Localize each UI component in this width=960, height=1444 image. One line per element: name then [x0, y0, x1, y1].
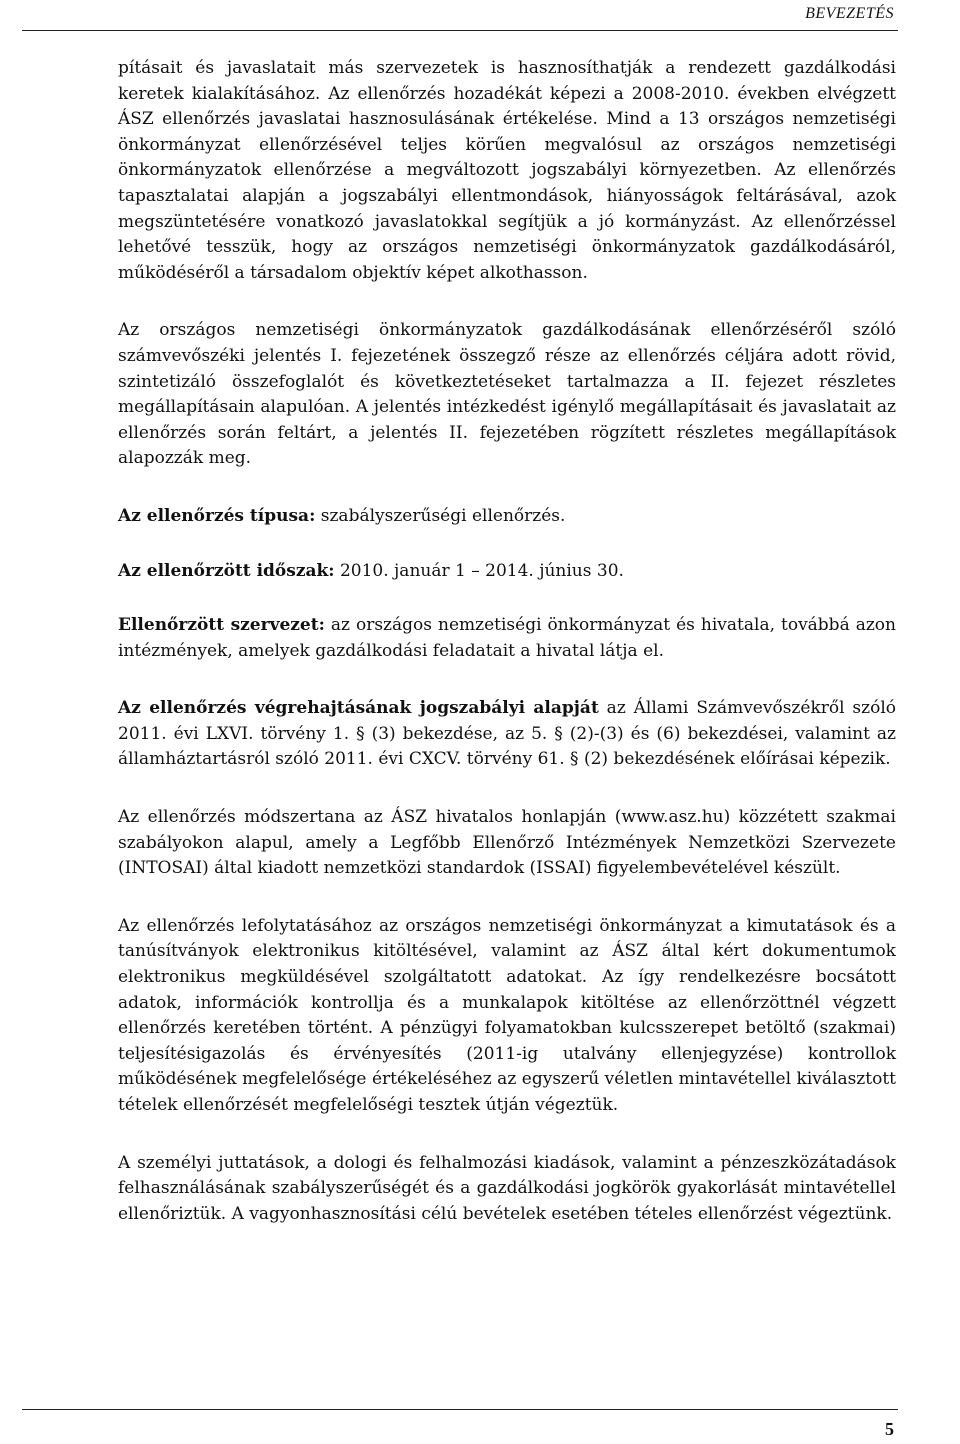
paragraph-audited-organization — [118, 613, 896, 664]
paragraph-audit-type — [118, 504, 896, 530]
paragraph-sampling: A személyi juttatások, a dologi és felhalmozási kiadások, valamint a pénzeszközátadások felhasználásának szabályszerűségét és a gazdálkodási jogkörök gyakorlását mintavétellel ellenőriztük. A vagyonhasznosítási célú bevételek esetében tételes ellenőrzést végeztünk. — [118, 1152, 896, 1224]
audit-type-value: szabályszerűségi ellenőrzés. — [315, 505, 566, 526]
audited-organization-value: az országos nemzetiségi önkormányzat és hivatala, továbbá azon intézmények, amelyek gazdálkodási feladatait a hivatal látja el. — [118, 615, 896, 661]
legal-basis-value: az Állami Számvevőszékről szóló 2011. évi LXVI. törvény 1. § (3) bekezdése, az 5. § (2)-(3) és (6) bekezdései, valamint az államháztartásról szóló 2011. évi CXCV. törvény 61. § (2) bekezdésének előírásai képezik. — [118, 698, 897, 770]
running-head: BEVEZETÉS — [805, 5, 894, 22]
audit-period-value: 2010. január 1 – 2014. június 30. — [334, 560, 624, 581]
paragraph-intro-continuation: pításait és javaslatait más szervezetek is hasznosíthatják a rendezett gazdálkodási keretek kialakításához. Az ellenőrzés hozadékát képezi a 2008-2010. években elvégzett ÁSZ ellenőrzés javaslatai hasznosulásának értékelése. Mind a 13 országos nemzetiségi önkormányzat ellenőrzésével teljes körűen megvalósul az országos nemzetiségi önkormányzatok ellenőrzése a megváltozott jogszabályi környezetben. Az ellenőrzés tapasztalatai alapján a jogszabályi ellentmondások, hiányosságok feltárásával, azok megszüntetésére vonatkozó javaslatokkal segítjük a jó kormányzást. Az ellenőrzéssel lehetővé tesszük, hogy az országos nemzetiségi önkormányzatok gazdálkodásáról, működéséről a társadalom objektív képet alkothasson. — [118, 58, 896, 283]
page-body — [118, 56, 896, 1259]
paragraph-audit-period — [118, 559, 896, 585]
page-number: 5 — [885, 1419, 894, 1439]
header-rule — [22, 30, 898, 31]
paragraph-legal-basis — [118, 696, 896, 773]
paragraph-methodology: Az ellenőrzés módszertana az ÁSZ hivatalos honlapján (www.asz.hu) közzétett szakmai szabályokon alapul, amely a Legfőbb Ellenőrző Intézmények Nemzetközi Szervezete (INTOSAI) által kiadott nemzetközi standardok (ISSAI) figyelembevételével készült. — [118, 807, 896, 879]
audit-type-label: Az ellenőrzés típusa: — [118, 505, 316, 526]
legal-basis-label: Az ellenőrzés végrehajtásának jogszabályi alapját — [118, 698, 599, 719]
paragraph-procedure: Az ellenőrzés lefolytatásához az országos nemzetiségi önkormányzat a kimutatások és a tanúsítványok elektronikus kitöltésével, valamint az ÁSZ által kért dokumentumok elektronikus megküldésével szolgáltatott adatokat. Az így rendelkezésre bocsátott adatok, információk kontrollja és a munkalapok kitöltése az ellenőrzöttnél végzett ellenőrzés keretében történt. A pénzügyi folyamatokban kulcsszerepet betöltő (szakmai) teljesítésigazolás és érvényesítés (2011-ig utalvány ellenjegyzése) kontrollok működésének megfelelősége értékeléséhez az egyszerű véletlen mintavétellel kiválasztott tételek ellenőrzését megfelelőségi tesztek útján végeztük. — [118, 915, 896, 1115]
audited-organization-label: Ellenőrzött szervezet: — [118, 615, 325, 636]
footer-rule — [22, 1409, 898, 1410]
paragraph-report-structure: Az országos nemzetiségi önkormányzatok gazdálkodásának ellenőrzéséről szóló számvevőszéki jelentés I. fejezetének összegző része az ellenőrzés céljára adott rövid, szintetizáló összefoglalót és következtetéseket tartalmazza a II. fejezet részletes megállapításain alapulóan. A jelentés intézkedést igénylő megállapításait és javaslatait az ellenőrzés során feltárt, a jelentés II. fejezetében rögzített részletes megállapítások alapozzák meg. — [118, 320, 896, 469]
audit-period-label: Az ellenőrzött időszak: — [118, 560, 335, 581]
